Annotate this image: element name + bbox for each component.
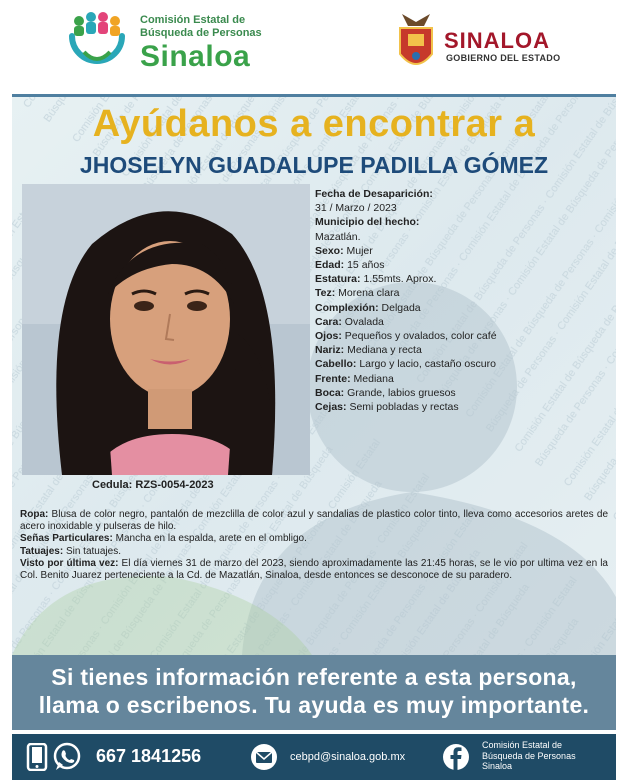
last-seen-label: Visto por última vez: bbox=[20, 557, 119, 569]
height-value: 1.55mts. Aprox. bbox=[363, 273, 437, 286]
org-line-2: Búsqueda de Personas bbox=[140, 27, 262, 39]
cta-line-1: Si tienes información referente a esta persona, bbox=[51, 664, 577, 690]
social-line-1: Comisión Estatal de bbox=[482, 740, 563, 750]
disappearance-value: 31 / Marzo / 2023 bbox=[315, 202, 397, 215]
org-line-1: Comisión Estatal de bbox=[140, 14, 246, 26]
age-value: 15 años bbox=[347, 259, 385, 272]
social-account[interactable] bbox=[482, 740, 576, 772]
eyebrows-value: Semi pobladas y rectas bbox=[349, 401, 459, 414]
mouth-value: Grande, labios gruesos bbox=[347, 386, 456, 399]
hair-value: Largo y lacio, castaño oscuro bbox=[359, 358, 496, 371]
nose-value: Mediana y recta bbox=[347, 344, 422, 357]
commission-logo-icon bbox=[62, 8, 132, 78]
tattoos-value: Sin tatuajes. bbox=[65, 545, 121, 557]
face-value: Ovalada bbox=[344, 315, 384, 328]
face-label: Cara: bbox=[315, 315, 342, 328]
municipality-value: Mazatlán. bbox=[315, 230, 361, 243]
photo-caption: Cedula: RZS-0054-2023 bbox=[92, 479, 214, 491]
state-name: SINALOA bbox=[444, 28, 550, 53]
cta-line-2: llama o escribenos. Tu ayuda es muy importante. bbox=[38, 692, 590, 718]
person-info bbox=[315, 187, 615, 414]
sex-label: Sexo: bbox=[315, 244, 344, 257]
clothes-value: Blusa de color negro, pantalón de mezclilla de color azul y sandalias de plastico color tinto, lleva como accesorios aretes de acero inoxidable y pulseras de hilo. bbox=[20, 509, 609, 533]
eyebrows-label: Cejas: bbox=[315, 401, 347, 414]
municipality-label: Municipio del hecho: bbox=[315, 216, 420, 229]
marks-label: Señas Particulares: bbox=[20, 533, 113, 545]
person-name: JHOSELYN GUADALUPE PADILLA GÓMEZ bbox=[79, 152, 549, 178]
facebook-icon[interactable] bbox=[442, 743, 470, 771]
build-value: Delgada bbox=[381, 301, 421, 314]
hair-label: Cabello: bbox=[315, 358, 357, 371]
skin-value: Morena clara bbox=[338, 287, 400, 300]
forehead-value: Mediana bbox=[353, 372, 394, 385]
org-name-big: Sinaloa bbox=[140, 40, 251, 73]
mouth-label: Boca: bbox=[315, 386, 345, 399]
skin-label: Tez: bbox=[315, 287, 336, 300]
email-icon[interactable] bbox=[250, 743, 278, 771]
org-name-small bbox=[140, 14, 262, 40]
social-line-3: Sinaloa bbox=[482, 761, 513, 771]
nose-label: Nariz: bbox=[315, 344, 345, 357]
poster-title: Ayúdanos a encontrar a bbox=[92, 103, 536, 145]
person-details bbox=[20, 509, 608, 582]
whatsapp-icon[interactable] bbox=[52, 742, 82, 772]
marks-value: Mancha en la espalda, arete en el ombligo. bbox=[115, 533, 307, 545]
tattoos-label: Tatuajes: bbox=[20, 545, 64, 557]
social-line-2: Búsqueda de Personas bbox=[482, 750, 576, 761]
phone-number[interactable]: 667 1841256 bbox=[96, 746, 202, 766]
forehead-label: Frente: bbox=[315, 372, 351, 385]
state-subtitle: GOBIERNO DEL ESTADO bbox=[446, 53, 561, 63]
call-to-action-text bbox=[22, 663, 606, 719]
person-photo bbox=[22, 184, 310, 475]
state-seal-icon bbox=[394, 8, 438, 78]
build-label: Complexión: bbox=[315, 301, 379, 314]
clothes-label: Ropa: bbox=[20, 509, 49, 520]
age-label: Edad: bbox=[315, 259, 345, 272]
last-seen-value: El día viernes 31 de marzo del 2023, siendo aproximadamente las 21:45 horas, se le vio por ultima vez en la Col. Benito Juarez perteneciente a la Cd. de Mazatlán, Sinaloa, desde entonces se desconoce de su paradero. bbox=[20, 557, 608, 582]
height-label: Estatura: bbox=[315, 273, 361, 286]
eyes-label: Ojos: bbox=[315, 330, 342, 343]
disappearance-label: Fecha de Desaparición: bbox=[315, 188, 433, 200]
sex-value: Mujer bbox=[346, 244, 373, 257]
eyes-value: Pequeños y ovalados, color café bbox=[344, 330, 497, 343]
email-address[interactable]: cebpd@sinaloa.gob.mx bbox=[290, 751, 406, 763]
phone-icon[interactable] bbox=[26, 743, 48, 771]
